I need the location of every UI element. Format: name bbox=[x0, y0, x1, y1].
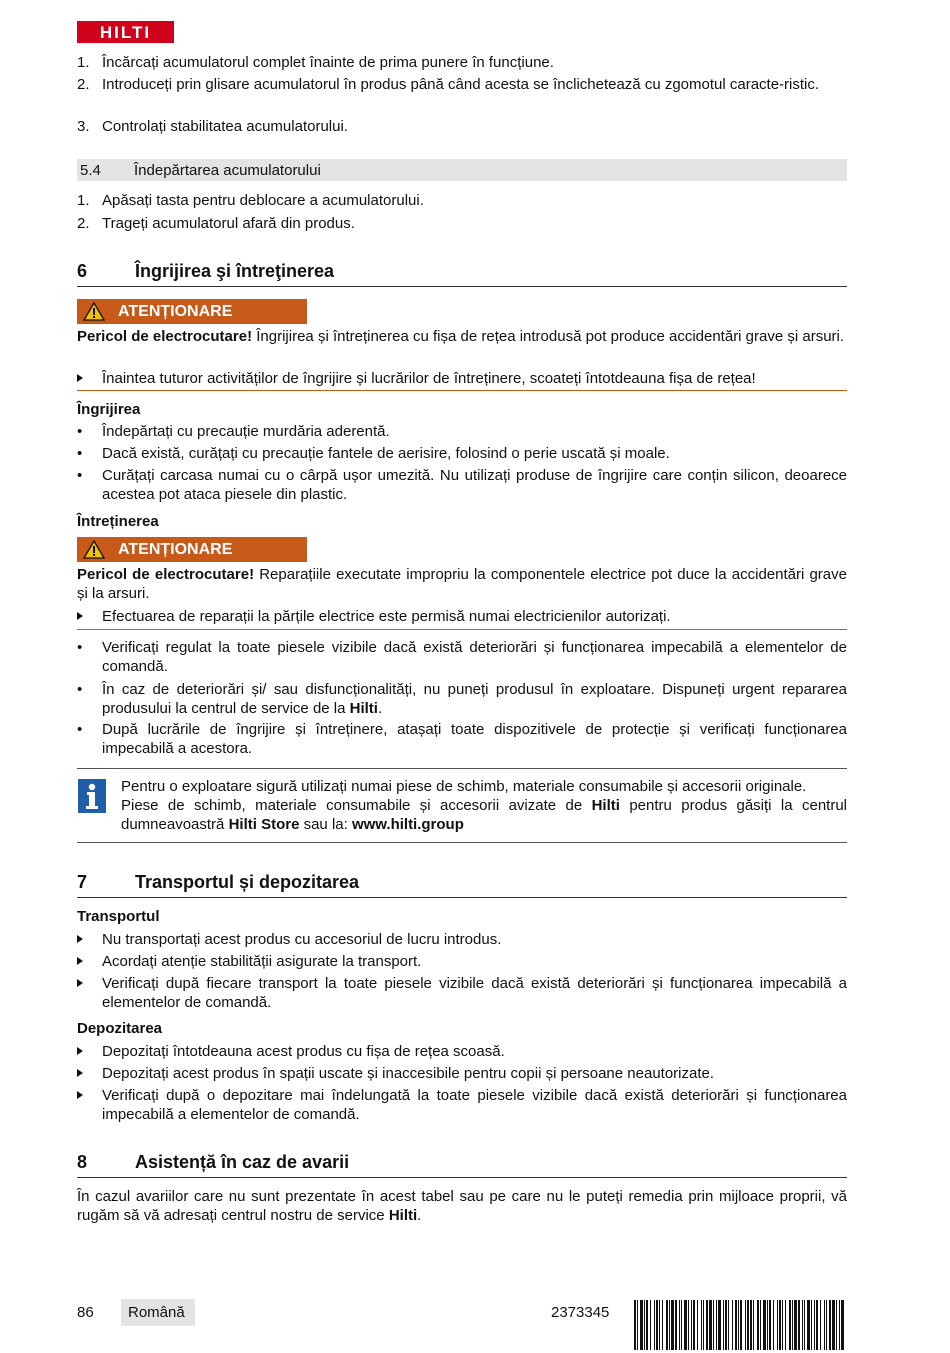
arrow-bullet-icon bbox=[77, 374, 83, 382]
barcode-bar bbox=[650, 1300, 651, 1350]
barcode-bar bbox=[693, 1300, 695, 1350]
list-item: 2. Introduceți prin glisare acumulatorul în produs până când acesta se înclichetează cu zgomotul caracte-ristic. bbox=[77, 76, 820, 93]
barcode-bar bbox=[747, 1300, 749, 1350]
barcode-bar bbox=[798, 1300, 800, 1350]
barcode-bar bbox=[738, 1300, 739, 1350]
barcode-bar bbox=[666, 1300, 668, 1350]
barcode-bar bbox=[703, 1300, 704, 1350]
barcode-bar bbox=[716, 1300, 717, 1350]
barcode-bar bbox=[713, 1300, 714, 1350]
barcode-bar bbox=[662, 1300, 663, 1350]
barcode-bar bbox=[804, 1300, 805, 1350]
list-item: • După lucrările de îngrijire și întreținere, atașați toate dispozitivele de protecție și verificați funcționarea impecabilă a acestora. bbox=[77, 721, 847, 757]
warning-action: Înaintea tuturor activităților de îngrijire și lucrărilor de întreținere, scoateți întotdeauna fișa de rețea! bbox=[77, 369, 847, 388]
barcode-bar bbox=[681, 1300, 682, 1350]
section-6-heading: 6 Îngrijirea şi întreţinerea bbox=[77, 259, 847, 287]
storage-heading: Depozitarea bbox=[77, 1020, 163, 1037]
list-item: Verificați după o depozitare mai îndelungată la toate piesele vizibile dacă există deteriorări și funcționarea impecabilă a elementelor de comandă. bbox=[77, 1086, 847, 1124]
list-item: 1. Încărcați acumulatorul complet înainte de prima punere în funcțiune. bbox=[77, 54, 554, 71]
barcode-bar bbox=[718, 1300, 721, 1350]
barcode-bar bbox=[802, 1300, 803, 1350]
warning-divider bbox=[77, 390, 847, 391]
barcode-bar bbox=[644, 1300, 645, 1350]
warning-text: Pericol de electrocutare! Îngrijirea și întreținerea cu fișa de rețea introdusă pot produce accidentări grave și arsuri. bbox=[77, 328, 845, 345]
barcode-bar bbox=[836, 1300, 837, 1350]
barcode-bar bbox=[824, 1300, 825, 1350]
barcode-bar bbox=[839, 1300, 840, 1350]
barcode-bar bbox=[777, 1300, 778, 1350]
barcode-bar bbox=[697, 1300, 698, 1350]
info-divider-bottom bbox=[77, 842, 847, 843]
barcode-bar bbox=[732, 1300, 733, 1350]
barcode-bar bbox=[785, 1300, 786, 1350]
section-8-text: În cazul avariilor care nu sunt prezentate în acest tabel sau pe care nu le puteți remedia prin mijloace proprii, vă rugăm să vă adresați centrul nostru de service Hilti. bbox=[77, 1188, 847, 1224]
barcode-bar bbox=[789, 1300, 791, 1350]
list-item: Nu transportați acest produs cu accesoriul de lucru introdus. bbox=[77, 930, 847, 949]
barcode-bar bbox=[792, 1300, 793, 1350]
arrow-bullet-icon bbox=[77, 1047, 83, 1055]
section-8-heading: 8 Asistență în caz de avarii bbox=[77, 1150, 847, 1178]
barcode-bar bbox=[807, 1300, 810, 1350]
list-item: • Îndepărtați cu precauție murdăria aderentă. bbox=[77, 423, 390, 440]
info-icon bbox=[78, 779, 106, 813]
barcode-bar bbox=[753, 1300, 754, 1350]
logo-text: HILTI bbox=[99, 23, 152, 42]
barcode-bar bbox=[646, 1300, 648, 1350]
barcode-bar bbox=[709, 1300, 712, 1350]
barcode-bar bbox=[820, 1300, 821, 1350]
barcode-bar bbox=[794, 1300, 797, 1350]
section-7-heading: 7 Transportul și depozitarea bbox=[77, 870, 847, 898]
warning-banner: ATENȚIONARE bbox=[77, 299, 307, 324]
barcode-bar bbox=[654, 1300, 655, 1350]
barcode-bar bbox=[829, 1300, 831, 1350]
barcode-bar bbox=[760, 1300, 761, 1350]
barcode-bar bbox=[701, 1300, 702, 1350]
barcode-bar bbox=[706, 1300, 708, 1350]
barcode-bar bbox=[735, 1300, 737, 1350]
barcode-bar bbox=[811, 1300, 812, 1350]
arrow-bullet-icon bbox=[77, 1091, 83, 1099]
arrow-bullet-icon bbox=[77, 1069, 83, 1077]
barcode-bar bbox=[728, 1300, 729, 1350]
warning-divider bbox=[77, 629, 847, 630]
arrow-bullet-icon bbox=[77, 979, 83, 987]
barcode-bar bbox=[671, 1300, 674, 1350]
barcode-bar bbox=[637, 1300, 638, 1350]
barcode-bar bbox=[750, 1300, 752, 1350]
barcode-bar bbox=[691, 1300, 692, 1350]
info-text-line: dumneavoastră Hilti Store sau la: www.hilti.group bbox=[121, 816, 464, 833]
arrow-bullet-icon bbox=[77, 935, 83, 943]
list-item: • Curățați carcasa numai cu o cârpă ușor umezită. Nu utilizați produse de îngrijire care conțin silicon, deoarece acestea pot ataca piesele din plastic. bbox=[77, 467, 847, 503]
barcode-bar bbox=[782, 1300, 783, 1350]
section-5-4-heading: 5.4 Îndepărtarea acumulatorului bbox=[77, 159, 847, 181]
warning-text: Pericol de electrocutare! Reparațiile executate impropriu la componentele electrice pot duce la accidentări grave și la arsuri. bbox=[77, 566, 847, 602]
barcode-bar bbox=[841, 1300, 844, 1350]
barcode-bar bbox=[640, 1300, 643, 1350]
barcode-bar bbox=[725, 1300, 727, 1350]
barcode-bar bbox=[745, 1300, 746, 1350]
transport-heading: Transportul bbox=[77, 908, 160, 925]
barcode-bar bbox=[723, 1300, 724, 1350]
warning-triangle-icon bbox=[83, 540, 105, 564]
care-heading: Îngrijirea bbox=[77, 401, 141, 418]
barcode-bar bbox=[684, 1300, 687, 1350]
barcode-bar bbox=[769, 1300, 771, 1350]
list-item: 2. Trageți acumulatorul afară din produs. bbox=[77, 215, 355, 232]
barcode-bar bbox=[675, 1300, 677, 1350]
warning-banner: ATENȚIONARE bbox=[77, 537, 307, 562]
website-link[interactable]: www.hilti.group bbox=[351, 816, 464, 833]
barcode-bar bbox=[816, 1300, 818, 1350]
barcode-bar bbox=[757, 1300, 759, 1350]
list-item: • Verificați regulat la toate piesele vizibile dacă există deteriorări și funcționarea impecabilă a elementelor de comandă. bbox=[77, 639, 847, 675]
barcode-bar bbox=[826, 1300, 827, 1350]
barcode-bar bbox=[814, 1300, 815, 1350]
info-text-line: Pentru o exploatare sigură utilizați numai piese de schimb, materiale consumabile și accesorii originale. bbox=[121, 778, 807, 795]
language-label: Română bbox=[121, 1299, 195, 1326]
document-number: 2373345 bbox=[551, 1304, 610, 1321]
list-item: 1. Apăsați tasta pentru deblocare a acumulatorului. bbox=[77, 192, 424, 209]
arrow-bullet-icon bbox=[77, 612, 83, 620]
info-text-line: Piese de schimb, materiale consumabile și accesorii avizate de Hilti pentru produs găsiți la centrul bbox=[121, 797, 848, 814]
hilti-logo bbox=[77, 21, 174, 43]
barcode-bar bbox=[773, 1300, 774, 1350]
warning-action: Efectuarea de reparații la părțile electrice este permisă numai electricienilor autorizați. bbox=[77, 607, 847, 626]
list-item: Acordați atenție stabilității asigurate la transport. bbox=[77, 952, 847, 971]
barcode-bar bbox=[669, 1300, 670, 1350]
barcode-bar bbox=[688, 1300, 689, 1350]
barcode-bar bbox=[763, 1300, 766, 1350]
barcode-bar bbox=[767, 1300, 768, 1350]
barcode-bar bbox=[659, 1300, 660, 1350]
barcode-bar bbox=[634, 1300, 636, 1350]
barcode-bar bbox=[740, 1300, 742, 1350]
barcode-bar bbox=[779, 1300, 781, 1350]
list-item: • În caz de deteriorări și/ sau disfuncționalități, nu puneți produsul în exploatare. Dispuneți urgent repararea produsului la centrul de service de la Hilti. bbox=[77, 681, 847, 717]
list-item: Verificați după fiecare transport la toate piesele vizibile dacă există deteriorări și funcționarea impecabilă a elementelor de comandă. bbox=[77, 974, 847, 1012]
barcode-bar bbox=[832, 1300, 835, 1350]
info-divider-top bbox=[77, 768, 847, 769]
barcode-bar bbox=[656, 1300, 658, 1350]
list-item: 3. Controlați stabilitatea acumulatorului. bbox=[77, 118, 348, 135]
list-item: Depozitați întotdeauna acest produs cu fișa de rețea scoasă. bbox=[77, 1042, 847, 1061]
list-item: Depozitați acest produs în spații uscate și inaccesibile pentru copii și persoane neautorizate. bbox=[77, 1064, 847, 1083]
page-number: 86 bbox=[77, 1304, 94, 1321]
barcode-bar bbox=[679, 1300, 680, 1350]
warning-triangle-icon bbox=[83, 302, 105, 326]
maintenance-heading: Întreținerea bbox=[77, 513, 159, 530]
barcode bbox=[634, 1300, 846, 1350]
list-item: • Dacă există, curățați cu precauție fantele de aerisire, folosind o perie uscată și moale. bbox=[77, 445, 670, 462]
arrow-bullet-icon bbox=[77, 957, 83, 965]
